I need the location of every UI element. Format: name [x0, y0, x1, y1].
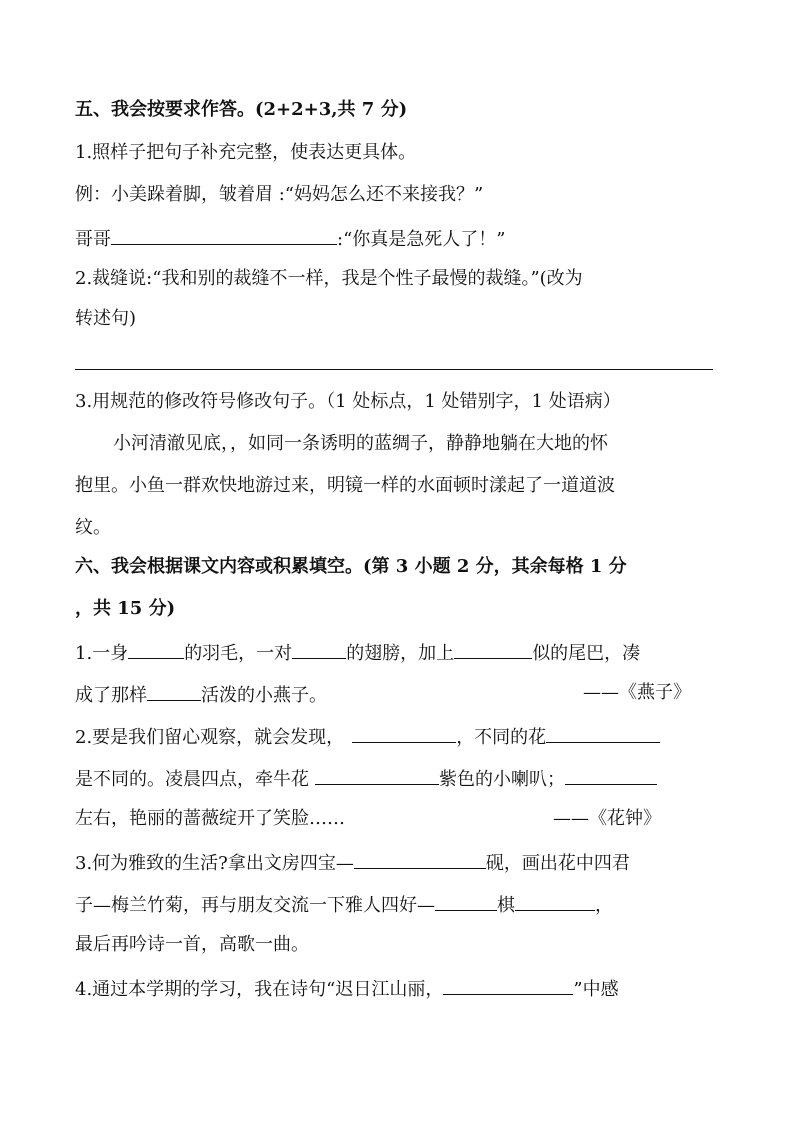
s6-q2-p1: 2.要是我们留心观察，就会发现，: [75, 727, 345, 748]
s6-q1-p1: 1.一身: [75, 643, 129, 664]
s6-q4-p2: ”中感: [573, 979, 619, 1000]
s5-q1-prompt: 1.照样子把句子补充完整，使表达更具体。: [75, 142, 417, 163]
s5-q2-line2: 转述句): [75, 308, 137, 329]
s6-q3-line2: [75, 891, 613, 918]
s6-q1-p4: 似的尾巴，凑: [532, 643, 641, 664]
s6-q3-p2: 砚，画出花中四君: [485, 853, 630, 874]
s5-q1-answer-blank[interactable]: [111, 225, 337, 245]
s6-q2-p4: 紫色的小喇叭；: [439, 769, 565, 790]
s6-q4-p1: 4.通过本学期的学习，我在诗句“迟日江山丽，: [75, 979, 444, 1000]
s6-q1-p2: 的羽毛，一对: [184, 643, 293, 664]
s6-q2-blank3[interactable]: [315, 765, 439, 785]
s6-q2-line2: [75, 765, 657, 792]
s6-q4-blank1[interactable]: [443, 975, 573, 995]
s6-q3-p6: 最后再吟诗一首，高歌一曲。: [75, 934, 309, 955]
s6-q1-blank3[interactable]: [454, 639, 532, 659]
s6-q3-p4: 棋: [497, 895, 515, 916]
s6-q1-p5: 成了那样: [75, 685, 147, 706]
section5-heading: 五、我会按要求作答。(2+2+3,共 7 分): [75, 99, 408, 120]
section6-heading-line1: 六、我会根据课文内容或积累填空。(第 3 小题 2 分，其余每格 1 分: [75, 556, 627, 577]
s6-q1-source: ——《燕子》: [583, 682, 691, 703]
s5-q2-answer-line[interactable]: [75, 369, 713, 370]
s6-q3-p3: 子—梅兰竹菊，再与朋友交流一下雅人四好—: [75, 895, 435, 916]
s6-q3-p1: 3.何为雅致的生活?拿出文房四宝—: [75, 853, 354, 874]
s5-q3-line1: 小河清澈见底，，如同一条诱明的蓝绸子，静静地躺在大地的怀: [113, 433, 608, 454]
s6-q3-line1: [75, 849, 630, 876]
s5-q2-line1: 2.裁缝说:“我和别的裁缝不一样，我是个性子最慢的裁缝。”(改为: [75, 268, 583, 289]
s6-q2-p3: 是不同的。凌晨四点，牵牛花: [75, 769, 309, 790]
s6-q2-p5: 左右，艳丽的蔷薇绽开了笑脸……: [75, 808, 345, 829]
s6-q3-blank2[interactable]: [435, 891, 497, 911]
s6-q2-blank4[interactable]: [565, 765, 657, 785]
s6-q2-blank1[interactable]: [352, 723, 456, 743]
s6-q1-line2: [75, 681, 327, 708]
s5-q1-fill-start: 哥哥: [75, 229, 111, 250]
s5-q1-fill-line: [75, 225, 505, 252]
s6-q1-line1: [75, 639, 640, 666]
s6-q3-p5: ，: [595, 895, 613, 916]
s6-q1-p6: 活泼的小燕子。: [201, 685, 327, 706]
s5-q1-fill-end: :“你真是急死人了！”: [337, 229, 506, 250]
section6-heading-line2: ，共 15 分): [75, 598, 176, 619]
s6-q4-line1: [75, 975, 619, 1002]
s5-q3-prompt: 3.用规范的修改符号修改句子。（1 处标点，1 处错别字，1 处语病）: [75, 391, 621, 412]
s5-q3-line3: 纹。: [75, 517, 111, 538]
s6-q1-blank4[interactable]: [147, 681, 201, 701]
s5-q1-example: 例：小美跺着脚，皱着眉 :“妈妈怎么还不来接我？”: [75, 184, 484, 205]
s5-q3-line2: 抱里。小鱼一群欢快地游过来，明镜一样的水面顿时漾起了一道道波: [75, 475, 615, 496]
s6-q1-blank2[interactable]: [292, 639, 346, 659]
s6-q3-blank1[interactable]: [354, 849, 486, 869]
s6-q2-p2: ，不同的花: [456, 727, 547, 748]
s6-q3-blank3[interactable]: [515, 891, 595, 911]
s6-q2-line1: [75, 723, 660, 750]
s6-q2-source: ——《花钟》: [553, 808, 661, 829]
s6-q1-blank1[interactable]: [128, 639, 184, 659]
s6-q1-p3: 的翅膀，加上: [346, 643, 455, 664]
s6-q2-blank2[interactable]: [546, 723, 660, 743]
